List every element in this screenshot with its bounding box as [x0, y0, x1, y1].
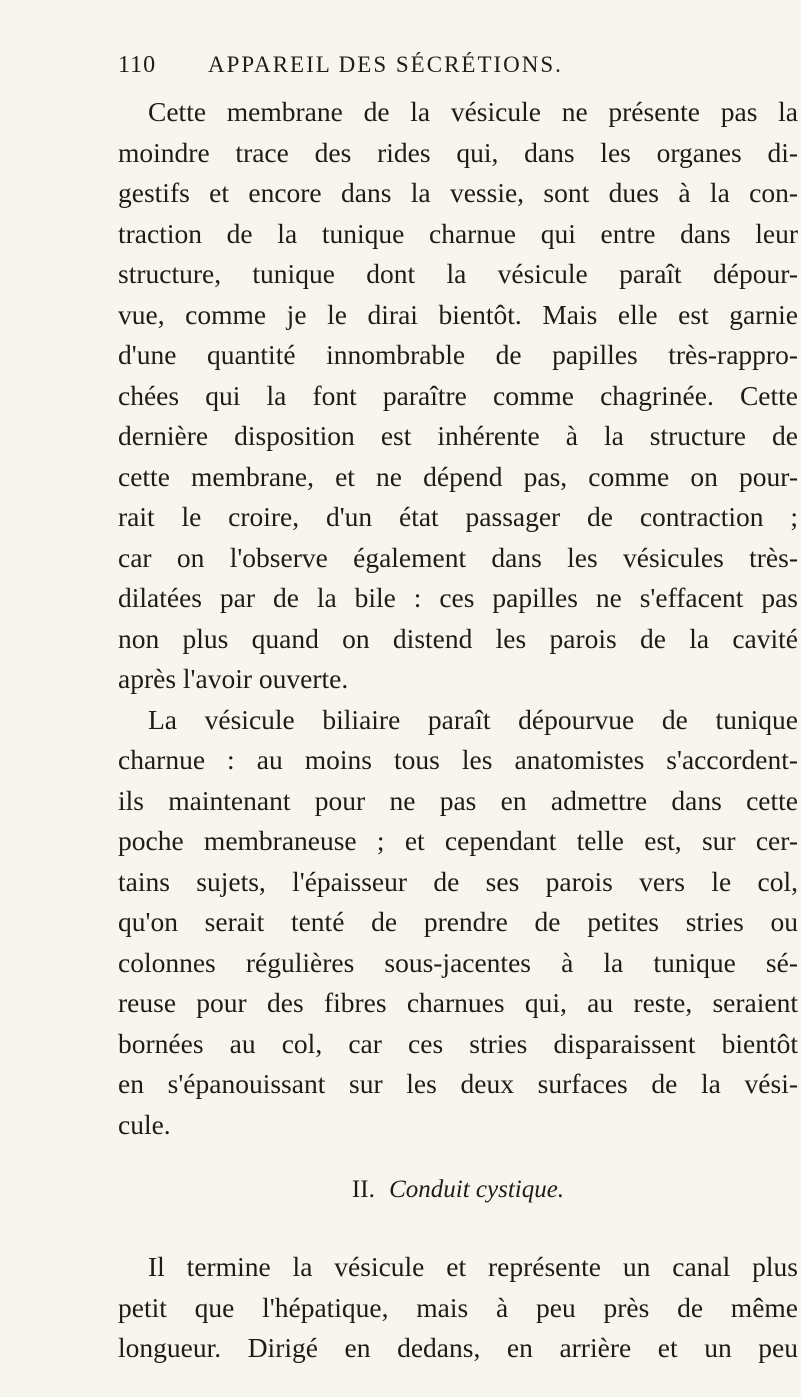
body-text	[118, 92, 798, 1369]
text-line: bornées au col, car ces stries disparaissent bientôt	[118, 1027, 798, 1059]
text-line: d'une quantité innombrable de papilles très-rappro-	[118, 339, 798, 370]
text-line: reuse pour des fibres charnues qui, au reste, seraient	[118, 987, 798, 1018]
text-line: Il termine la vésicule et représente un canal plus	[148, 1251, 798, 1282]
text-line: structure, tunique dont la vésicule paraît dépour-	[118, 258, 798, 289]
text-line: dilatées par de la bile : ces papilles ne s'effacent pas	[118, 582, 798, 613]
running-title: APPAREIL DES SÉCRÉTIONS.	[208, 52, 563, 77]
section-heading	[118, 1161, 798, 1219]
text-line: cule.	[118, 1108, 171, 1140]
text-line: Cette membrane de la vésicule ne présente pas la	[148, 96, 798, 127]
text-line: petit que l'hépatique, mais à peu près de même	[118, 1291, 798, 1323]
text-line: gestifs et encore dans la vessie, sont dues à la con-	[118, 177, 798, 208]
text-line: car on l'observe également dans les vésicules très-	[118, 541, 798, 573]
running-head	[118, 52, 638, 92]
text-line: qu'on serait tenté de prendre de petites stries ou	[118, 906, 798, 937]
text-line: tains sujets, l'épaisseur de ses parois vers le col,	[118, 865, 798, 897]
text-line: longueur. Dirigé en dedans, en arrière et un peu	[118, 1332, 798, 1363]
text-line: non plus quand on distend les parois de la cavité	[118, 622, 798, 654]
paragraph-2	[118, 700, 798, 1146]
text-line: moindre trace des rides qui, dans les organes di-	[118, 136, 798, 168]
text-line: vue, comme je le dirai bientôt. Mais elle est garnie	[118, 298, 798, 330]
text-line: ils maintenant pour ne pas en admettre dans cette	[118, 784, 798, 816]
text-line: après l'avoir ouverte.	[118, 663, 349, 694]
text-line: chées qui la font paraître comme chagrinée. Cette	[118, 379, 798, 411]
paragraph-1	[118, 92, 798, 700]
text-line: rait le croire, d'un état passager de contraction ;	[118, 501, 798, 532]
text-line: La vésicule biliaire paraît dépourvue de tunique	[148, 703, 798, 735]
text-line: charnue : au moins tous les anatomistes s'accordent-	[118, 744, 798, 775]
text-line: en s'épanouissant sur les deux surfaces de la vési-	[118, 1068, 798, 1099]
page-number: 110	[118, 52, 157, 78]
text-line: traction de la tunique charnue qui entre dans leur	[118, 217, 798, 249]
text-line: poche membraneuse ; et cependant telle est, sur cer-	[118, 825, 798, 856]
section-number: II.	[351, 1176, 375, 1203]
section-title: Conduit cystique.	[389, 1176, 565, 1203]
text-line: cette membrane, et ne dépend pas, comme on pour-	[118, 460, 798, 492]
paragraph-3	[118, 1247, 798, 1369]
text-line: colonnes régulières sous-jacentes à la tunique sé-	[118, 946, 798, 978]
text-line: dernière disposition est inhérente à la structure de	[118, 420, 798, 451]
